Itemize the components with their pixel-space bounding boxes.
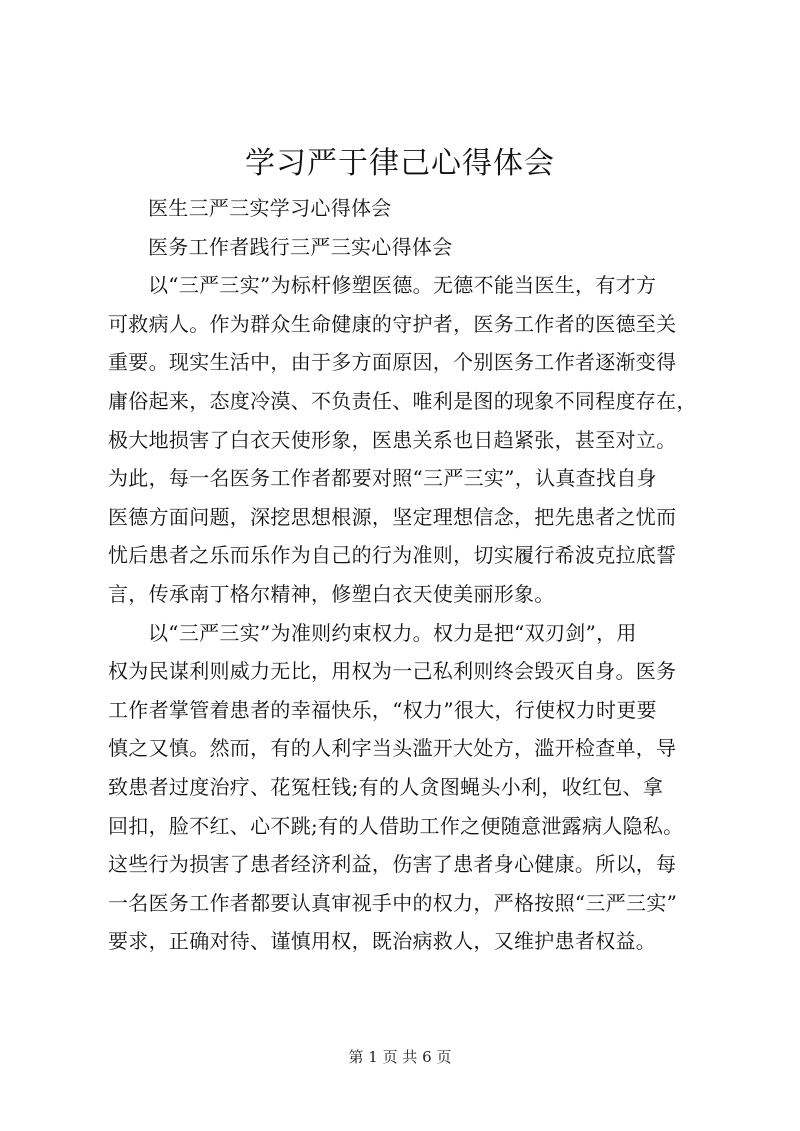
- subtitle-line: 医务工作者践行三严三实心得体会: [148, 234, 453, 259]
- paragraph-line: 这些行为损害了患者经济利益，伤害了患者身心健康。所以，每: [108, 852, 677, 877]
- paragraph-line: 以“三严三实”为标杆修塑医德。无德不能当医生，有才方: [148, 273, 657, 298]
- paragraph-line: 庸俗起来，态度冷漠、不负责任、唯利是图的现象不同程度存在，: [108, 388, 697, 413]
- paragraph-line: 忧后患者之乐而乐作为自己的行为准则，切实履行希波克拉底誓: [108, 543, 677, 568]
- paragraph-line: 一名医务工作者都要认真审视手中的权力，严格按照“三严三实”: [108, 890, 678, 915]
- paragraph-line: 言，传承南丁格尔精神，修塑白衣天使美丽形象。: [108, 581, 555, 606]
- paragraph-line: 要求，正确对待、谨慎用权，既治病救人，又维护患者权益。: [108, 929, 657, 954]
- paragraph-line: 慎之又慎。然而，有的人利字当头滥开大处方，滥开检查单，导: [108, 736, 677, 761]
- paragraph-line: 致患者过度治疗、花冤枉钱;有的人贪图蝇头小利，收红包、拿: [108, 774, 664, 799]
- paragraph-line: 以“三严三实”为准则约束权力。权力是把“双刃剑”，用: [148, 620, 637, 645]
- paragraph-line: 极大地损害了白衣天使形象，医患关系也日趋紧张，甚至对立。: [108, 427, 677, 452]
- paragraph-line: 权为民谋利则威力无比，用权为一己私利则终会毁灭自身。医务: [108, 659, 677, 684]
- document-title: 学习严于律己心得体会: [245, 146, 555, 181]
- paragraph-line: 为此，每一名医务工作者都要对照“三严三实”，认真查找自身: [108, 466, 657, 491]
- paragraph-line: 回扣，脸不红、心不跳;有的人借助工作之便随意泄露病人隐私。: [108, 813, 684, 838]
- subtitle-line: 医生三严三实学习心得体会: [148, 196, 392, 220]
- paragraph-line: 工作者掌管着患者的幸福快乐，“权力”很大，行使权力时更要: [108, 697, 657, 722]
- page-footer: 第 1 页 共 6 页: [348, 1048, 452, 1066]
- paragraph-line: 重要。现实生活中，由于多方面原因，个别医务工作者逐渐变得: [108, 350, 677, 375]
- document-body: [108, 189, 708, 961]
- paragraph-line: 可救病人。作为群众生命健康的守护者，医务工作者的医德至关: [108, 311, 677, 336]
- paragraph-line: 医德方面问题，深挖思想根源，坚定理想信念，把先患者之忧而: [108, 504, 677, 529]
